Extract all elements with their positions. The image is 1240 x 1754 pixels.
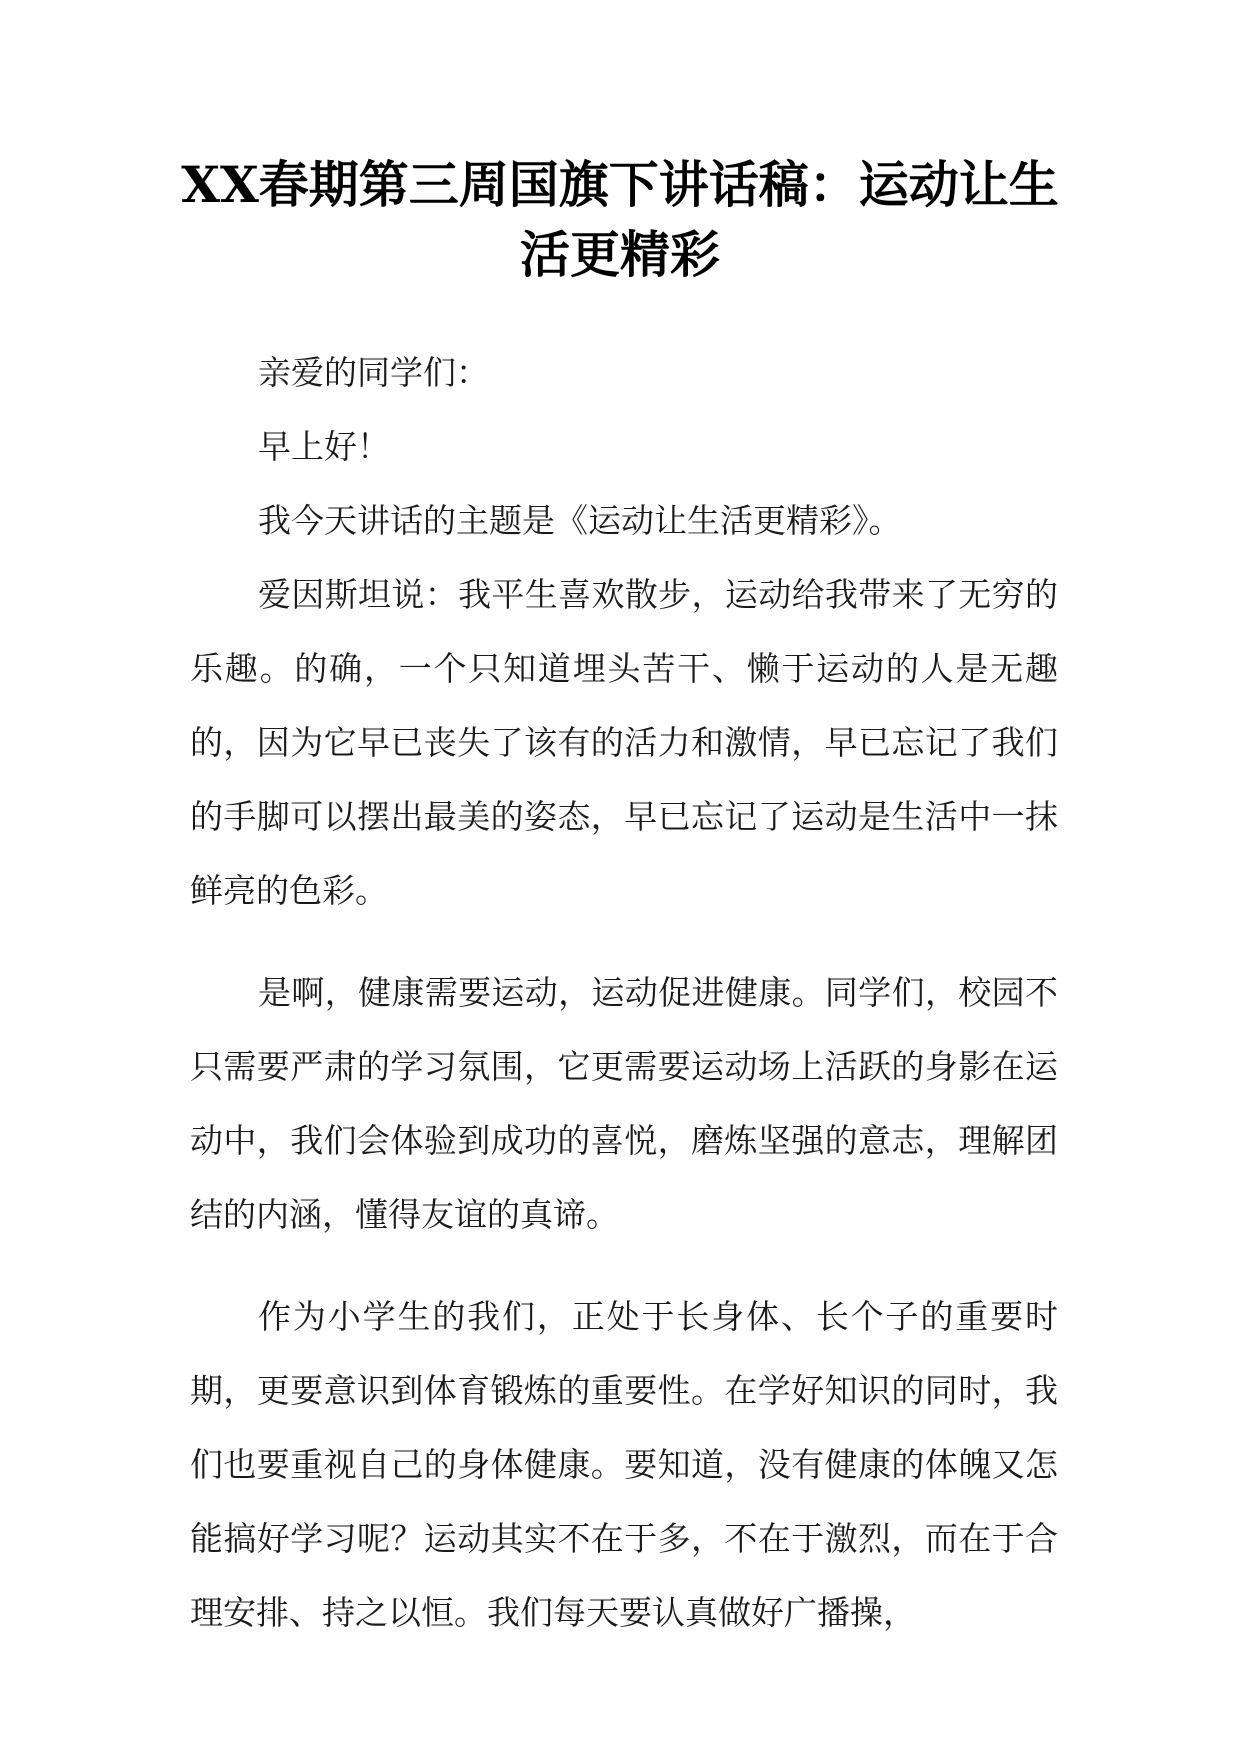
paragraph-einstein: 爱因斯坦说：我平生喜欢散步，运动给我带来了无穷的乐趣。的确，一个只知道埋头苦干、懒于运动的人是无趣的，因为它早已丧失了该有的活力和激情，早已忘记了我们的手脚可以摆出最美的姿态，早已忘记了运动是生活中一抹鲜亮的色彩。 [190,575,1058,910]
paragraph-greeting: 亲爱的同学们： [258,353,489,392]
document-title: XX春期第三周国旗下讲话稿：运动让生活更精彩 [181,155,1059,284]
paragraph-students: 作为小学生的我们，正处于长身体、长个子的重要时期，更要意识到体育锻炼的重要性。在学好知识的同时，我们也要重视自己的身体健康。要知道，没有健康的体魄又怎能搞好学习呢？运动其实不在于多，不在于激烈，而在于合理安排、持之以恒。我们每天要认真做好广播操， [190,1297,1058,1632]
paragraph-topic: 我今天讲话的主题是《运动让生活更精彩》。 [258,501,902,540]
document-body [190,336,1058,1678]
paragraph-good-morning: 早上好！ [258,427,390,466]
paragraph-health: 是啊，健康需要运动，运动促进健康。同学们，校园不只需要严肃的学习氛围，它更需要运动场上活跃的身影在运动中，我们会体验到成功的喜悦，磨炼坚强的意志，理解团结的内涵，懂得友谊的真谛。 [190,973,1058,1234]
